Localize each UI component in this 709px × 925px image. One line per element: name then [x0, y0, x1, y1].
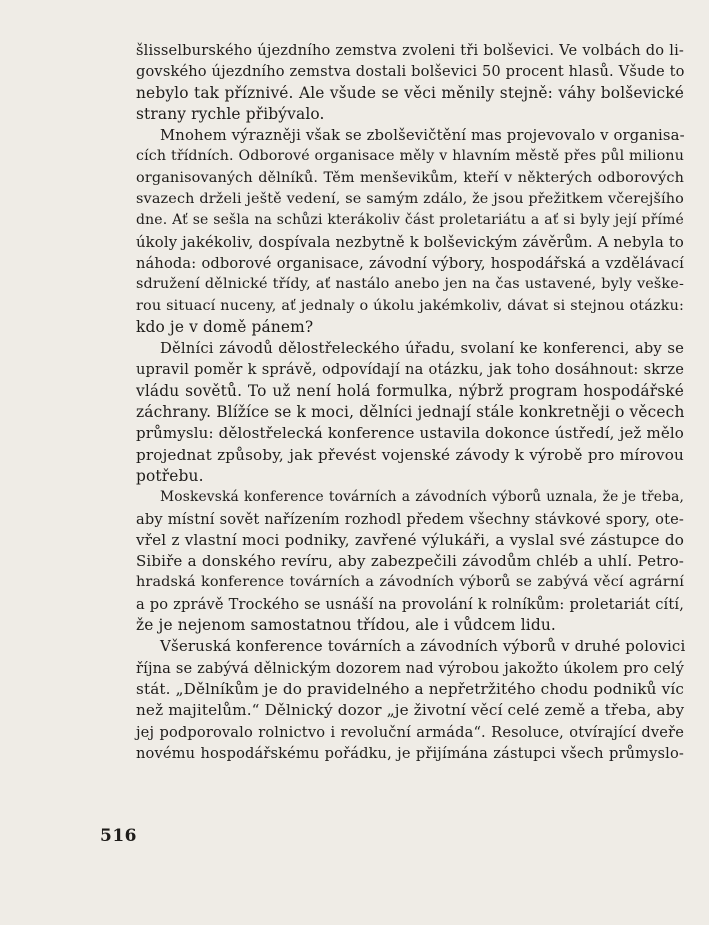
text-line: Moskevská konference továrních a závodních výborů uznala, že je třeba, [160, 489, 684, 506]
page-number: 516 [100, 826, 137, 846]
text-line: nebylo tak příznivé. Ale všude se věci měnily stejně: váhy bolševické [136, 83, 684, 102]
text-line: kdo je v domě pánem? [136, 317, 314, 336]
text-line: úkoly jakékoliv, dospívala nezbytně k bolševickým závěrům. A nebyla to [136, 233, 684, 251]
text-line: než majitelům.“ Dělnický dozor „je životní věcí celé země a třeba, aby [136, 701, 685, 720]
text-line: Mnohem výrazněji však se zbolševičtění mas projevovalo v organisa- [160, 127, 685, 145]
text-line: dne. Ať se sešla na schůzi kterákoliv část proletariátu a ať si byly její přímé [136, 212, 684, 229]
text-line: stát. „Dělníkům je do pravidelného a nepřetržitého chodu podniků víc [136, 679, 684, 698]
text-line: upravil poměr k správě, odpovídají na otázku, jak toho dosáhnout: skrze [136, 361, 684, 379]
text-line: novému hospodářskému pořádku, je přijímána zástupci všech průmyslo- [136, 744, 684, 762]
text-line: sdružení dělnické třídy, ať nastálo anebo jen na čas ustavené, byly veške- [136, 276, 684, 293]
text-line: hradská konference továrních a závodních výborů se zabývá věcí agrární [136, 574, 684, 591]
text-line: záchrany. Blížíce se k moci, dělníci jednají stále konkretněji o věcech [136, 403, 685, 422]
text-line: vřel z vlastní moci podniky, zavřené výlukáři, a vyslal své zástupce do [136, 530, 684, 549]
text-line: října se zabývá dělnickým dozorem nad výrobou jakožto úkolem pro celý [136, 659, 684, 677]
text-line: aby místní sovět nařízením rozhodl předem všechny stávkové spory, ote- [136, 510, 684, 528]
text-line: a po zprávě Trockého se usnáší na provolání k rolníkům: proletariát cítí, [136, 595, 684, 613]
text-line: organisovaných dělníků. Těm menševikům, kteří v některých odborových [136, 169, 684, 186]
text-line: vládu sovětů. To už není holá formulka, nýbrž program hospodářské [136, 381, 684, 400]
text-line: cích třídních. Odborové organisace měly v hlavním městě přes půl milionu [136, 148, 684, 165]
text-line: náhoda: odborové organisace, závodní výbory, hospodářská a vzdělávací [136, 254, 684, 272]
text-line: průmyslu: dělostřelecká konference ustavila dokonce ústředí, jež mělo [136, 424, 684, 443]
text-line: Sibiře a donského revíru, aby zabezpečili závodům chléb a uhlí. Petro- [136, 552, 684, 571]
text-line: že je nejenom samostatnou třídou, ale i vůdcem lidu. [136, 616, 556, 635]
text-line: projednat způsoby, jak převést vojenské závody k výrobě pro mírovou [136, 445, 684, 464]
text-line: Dělníci závodů dělostřeleckého úřadu, svolaní ke konferenci, aby se [160, 340, 684, 358]
text-line: Všeruská konference továrních a závodních výborů v druhé polovici [160, 637, 686, 656]
body-text [136, 40, 684, 764]
text-line: strany rychle přibývalo. [136, 104, 325, 123]
text-line: potřebu. [136, 466, 204, 485]
text-line: šlisselburského újezdního zemstva zvoleni tři bolševici. Ve volbách do li- [136, 42, 684, 59]
text-line: svazech drželi ještě vedení, se samým zdálo, že jsou přežitkem včerejšího [136, 191, 684, 208]
text-line: rou situací nuceny, ať jednaly o úkolu jakémkoliv, dávat si stejnou otázku: [136, 297, 684, 314]
text-line: govského újezdního zemstva dostali bolševici 50 procent hlasů. Všude to [136, 63, 685, 81]
text-line: jej podporovalo rolnictvo i revoluční armáda“. Resoluce, otvírající dveře [136, 723, 684, 741]
